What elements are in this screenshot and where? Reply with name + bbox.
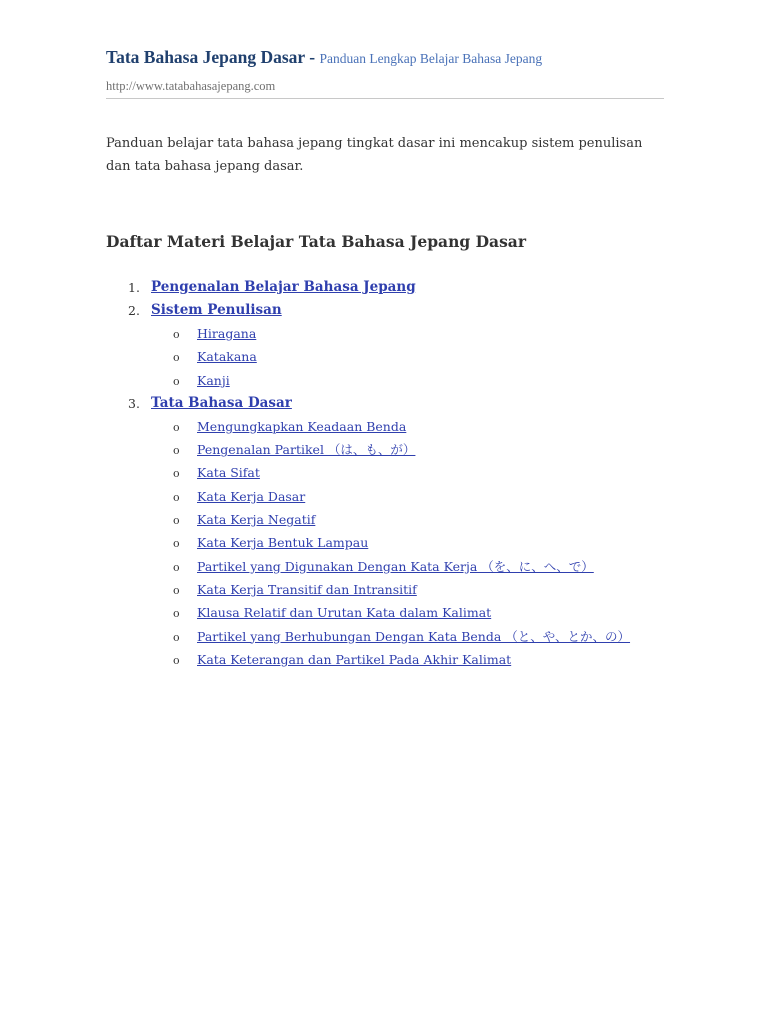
list-item [106, 369, 706, 392]
bullet-icon: o [173, 374, 180, 388]
bullet-icon: o [173, 653, 180, 667]
sub-link[interactable]: Kata Kerja Negatif [197, 512, 316, 528]
header-divider [106, 98, 664, 99]
sub-link[interactable]: Kata Sifat [197, 465, 260, 481]
site-tagline: Panduan Lengkap Belajar Bahasa Jepang [319, 51, 543, 66]
list-item [106, 625, 706, 648]
list-item [106, 485, 706, 508]
sub-link[interactable]: Mengungkapkan Keadaan Benda [197, 418, 407, 434]
bullet-icon: o [173, 583, 180, 597]
toc-item [106, 299, 706, 392]
toc-link[interactable]: Sistem Penulisan [151, 302, 282, 318]
intro-line-2: dan tata bahasa jepang dasar. [106, 159, 304, 174]
site-url: http://www.tatabahasajepang.com [106, 79, 276, 93]
sub-link[interactable]: Kata Kerja Bentuk Lampau [197, 535, 369, 551]
site-title: Tata Bahasa Jepang Dasar [106, 47, 305, 67]
toc-number: 2. [128, 303, 140, 318]
site-header [106, 47, 666, 68]
list-item [106, 648, 706, 671]
sub-link[interactable]: Katakana [197, 349, 257, 365]
bullet-icon: o [173, 328, 180, 341]
bullet-icon: o [173, 351, 180, 365]
bullet-icon: o [173, 444, 180, 458]
sub-link[interactable]: Kata Kerja Dasar [197, 488, 306, 504]
bullet-icon: o [173, 607, 180, 621]
list-item [106, 601, 706, 624]
list-item [106, 555, 706, 578]
toc-number: 1. [128, 280, 140, 295]
bullet-icon: o [173, 560, 180, 574]
toc-item [106, 392, 706, 671]
sub-list [106, 322, 706, 392]
toc-link[interactable]: Tata Bahasa Dasar [151, 394, 292, 411]
list-item [106, 322, 706, 345]
toc-item [106, 276, 706, 299]
list-item [106, 578, 706, 601]
sub-link[interactable]: Kata Kerja Transitif dan Intransitif [197, 581, 417, 597]
intro-paragraph [106, 132, 666, 178]
list-item [106, 345, 706, 368]
sub-link[interactable]: Kata Keterangan dan Partikel Pada Akhir Kalimat [197, 651, 512, 667]
bullet-icon: o [173, 514, 180, 528]
list-item [106, 415, 706, 438]
list-item [106, 531, 706, 554]
sub-link[interactable]: Klausa Relatif dan Urutan Kata dalam Kalimat [197, 605, 492, 621]
sub-link[interactable]: Partikel yang Digunakan Dengan Kata Kerja （を、に、へ、で） [197, 558, 594, 574]
bullet-icon: o [173, 420, 180, 434]
bullet-icon: o [173, 490, 180, 504]
intro-line-1: Panduan belajar tata bahasa jepang tingkat dasar ini mencakup sistem penulisan [106, 136, 643, 151]
toc-row [106, 392, 706, 415]
sub-link[interactable]: Kanji [197, 372, 230, 388]
list-item [106, 508, 706, 531]
bullet-icon: o [173, 537, 180, 551]
bullet-icon: o [173, 630, 180, 644]
sub-link[interactable]: Pengenalan Partikel （は、も、が） [197, 442, 416, 458]
toc-row [106, 299, 706, 322]
section-heading: Daftar Materi Belajar Tata Bahasa Jepang Dasar [106, 232, 527, 251]
table-of-contents [106, 276, 706, 671]
toc-link[interactable]: Pengenalan Belajar Bahasa Jepang [151, 279, 416, 295]
sub-link[interactable]: Hiragana [197, 326, 257, 341]
sub-list [106, 415, 706, 671]
title-separator: - [304, 47, 320, 67]
sub-link[interactable]: Partikel yang Berhubungan Dengan Kata Benda （と、や、とか、の） [197, 628, 631, 644]
bullet-icon: o [173, 467, 180, 481]
toc-row [106, 276, 706, 299]
toc-number: 3. [128, 395, 140, 411]
list-item [106, 438, 706, 461]
list-item [106, 461, 706, 484]
